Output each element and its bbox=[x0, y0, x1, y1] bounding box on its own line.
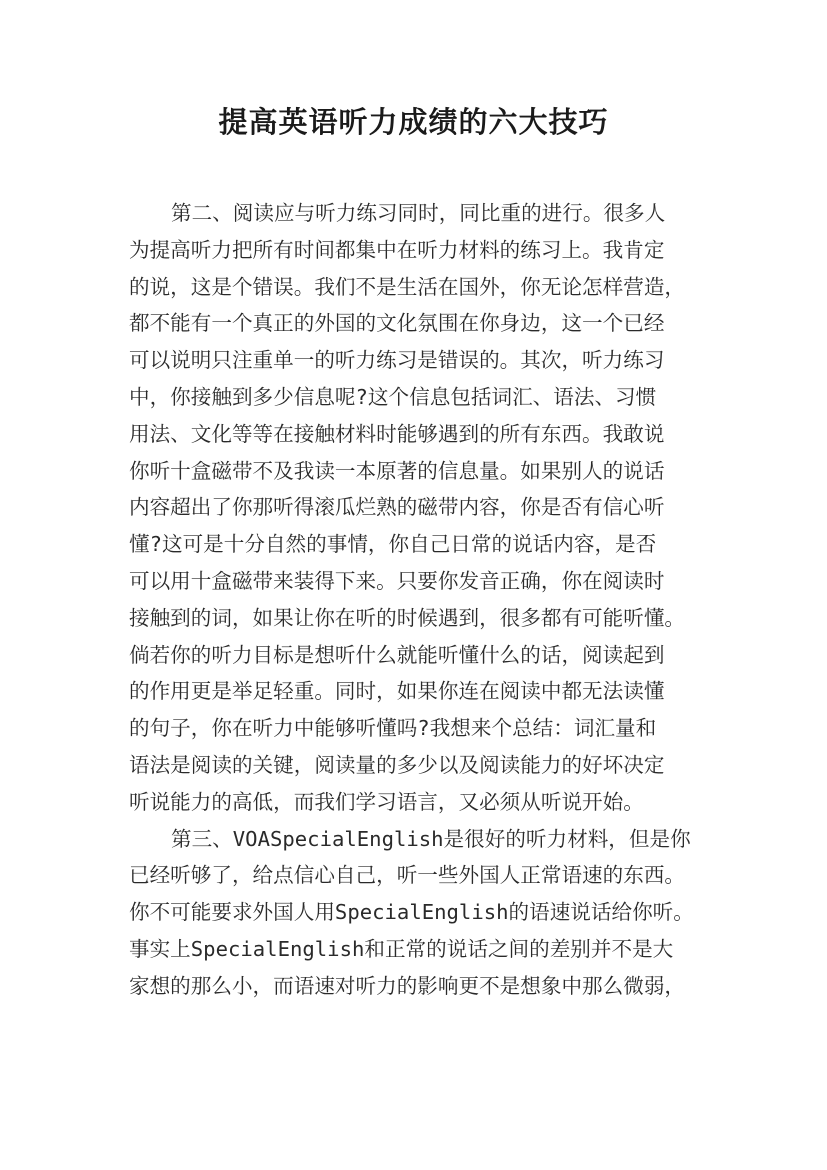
paragraph-line: 接触到的词，如果让你在听的时候遇到，很多都有可能听懂。 bbox=[129, 605, 686, 630]
paragraph-line: 第二、阅读应与听力练习同时，同比重的进行。很多人 bbox=[171, 201, 666, 225]
paragraph-line: 用法、文化等等在接触材料时能够遇到的所有东西。我敢说 bbox=[129, 421, 665, 446]
paragraph-line: 已经听够了，给点信心自己，听一些外国人正常语速的东西。 bbox=[129, 863, 686, 888]
paragraph-line: 倘若你的听力目标是想听什么就能听懂什么的话，阅读起到 bbox=[129, 642, 665, 667]
paragraph-line: 语法是阅读的关键，阅读量的多少以及阅读能力的好坏决定 bbox=[129, 752, 665, 777]
paragraph-line: 的句子，你在听力中能够听懂吗?我想来个总结：词汇量和 bbox=[129, 716, 657, 741]
paragraph-line: 中，你接触到多少信息呢?这个信息包括词汇、语法、习惯 bbox=[129, 384, 657, 409]
paragraph-line: 都不能有一个真正的外国的文化氛围在你身边，这一个已经 bbox=[129, 311, 665, 336]
paragraph-line: 为提高听力把所有时间都集中在听力材料的练习上。我肯定 bbox=[129, 237, 665, 262]
paragraph-line: 内容超出了你那听得滚瓜烂熟的磁带内容，你是否有信心听 bbox=[129, 495, 665, 520]
document-body bbox=[129, 195, 704, 1005]
paragraph-line: 可以用十盒磁带来装得下来。只要你发音正确，你在阅读时 bbox=[129, 568, 665, 593]
paragraph-line: 你听十盒磁带不及我读一本原著的信息量。如果别人的说话 bbox=[129, 458, 665, 483]
paragraph-line: 家想的那么小，而语速对听力的影响更不是想象中那么微弱， bbox=[129, 973, 686, 998]
paragraph-line: 事实上SpecialEnglish和正常的说话之间的差别并不是大 bbox=[129, 936, 674, 961]
paragraph-line: 你不可能要求外国人用SpecialEnglish的语速说话给你听。 bbox=[129, 900, 694, 925]
paragraph-line: 懂?这可是十分自然的事情，你自己日常的说话内容，是否 bbox=[129, 532, 657, 557]
paragraph-line: 的作用更是举足轻重。同时，如果你连在阅读中都无法读懂 bbox=[129, 679, 665, 704]
paragraph-line: 可以说明只注重单一的听力练习是错误的。其次，听力练习 bbox=[129, 348, 665, 373]
document-title: 提高英语听力成绩的六大技巧 bbox=[218, 105, 609, 139]
paragraph-line: 第三、VOASpecialEnglish是很好的听力材料，但是你 bbox=[171, 826, 691, 851]
paragraph-line: 听说能力的高低，而我们学习语言，又必须从听说开始。 bbox=[129, 789, 644, 814]
paragraph-line: 的说，这是个错误。我们不是生活在国外，你无论怎样营造， bbox=[129, 274, 686, 299]
